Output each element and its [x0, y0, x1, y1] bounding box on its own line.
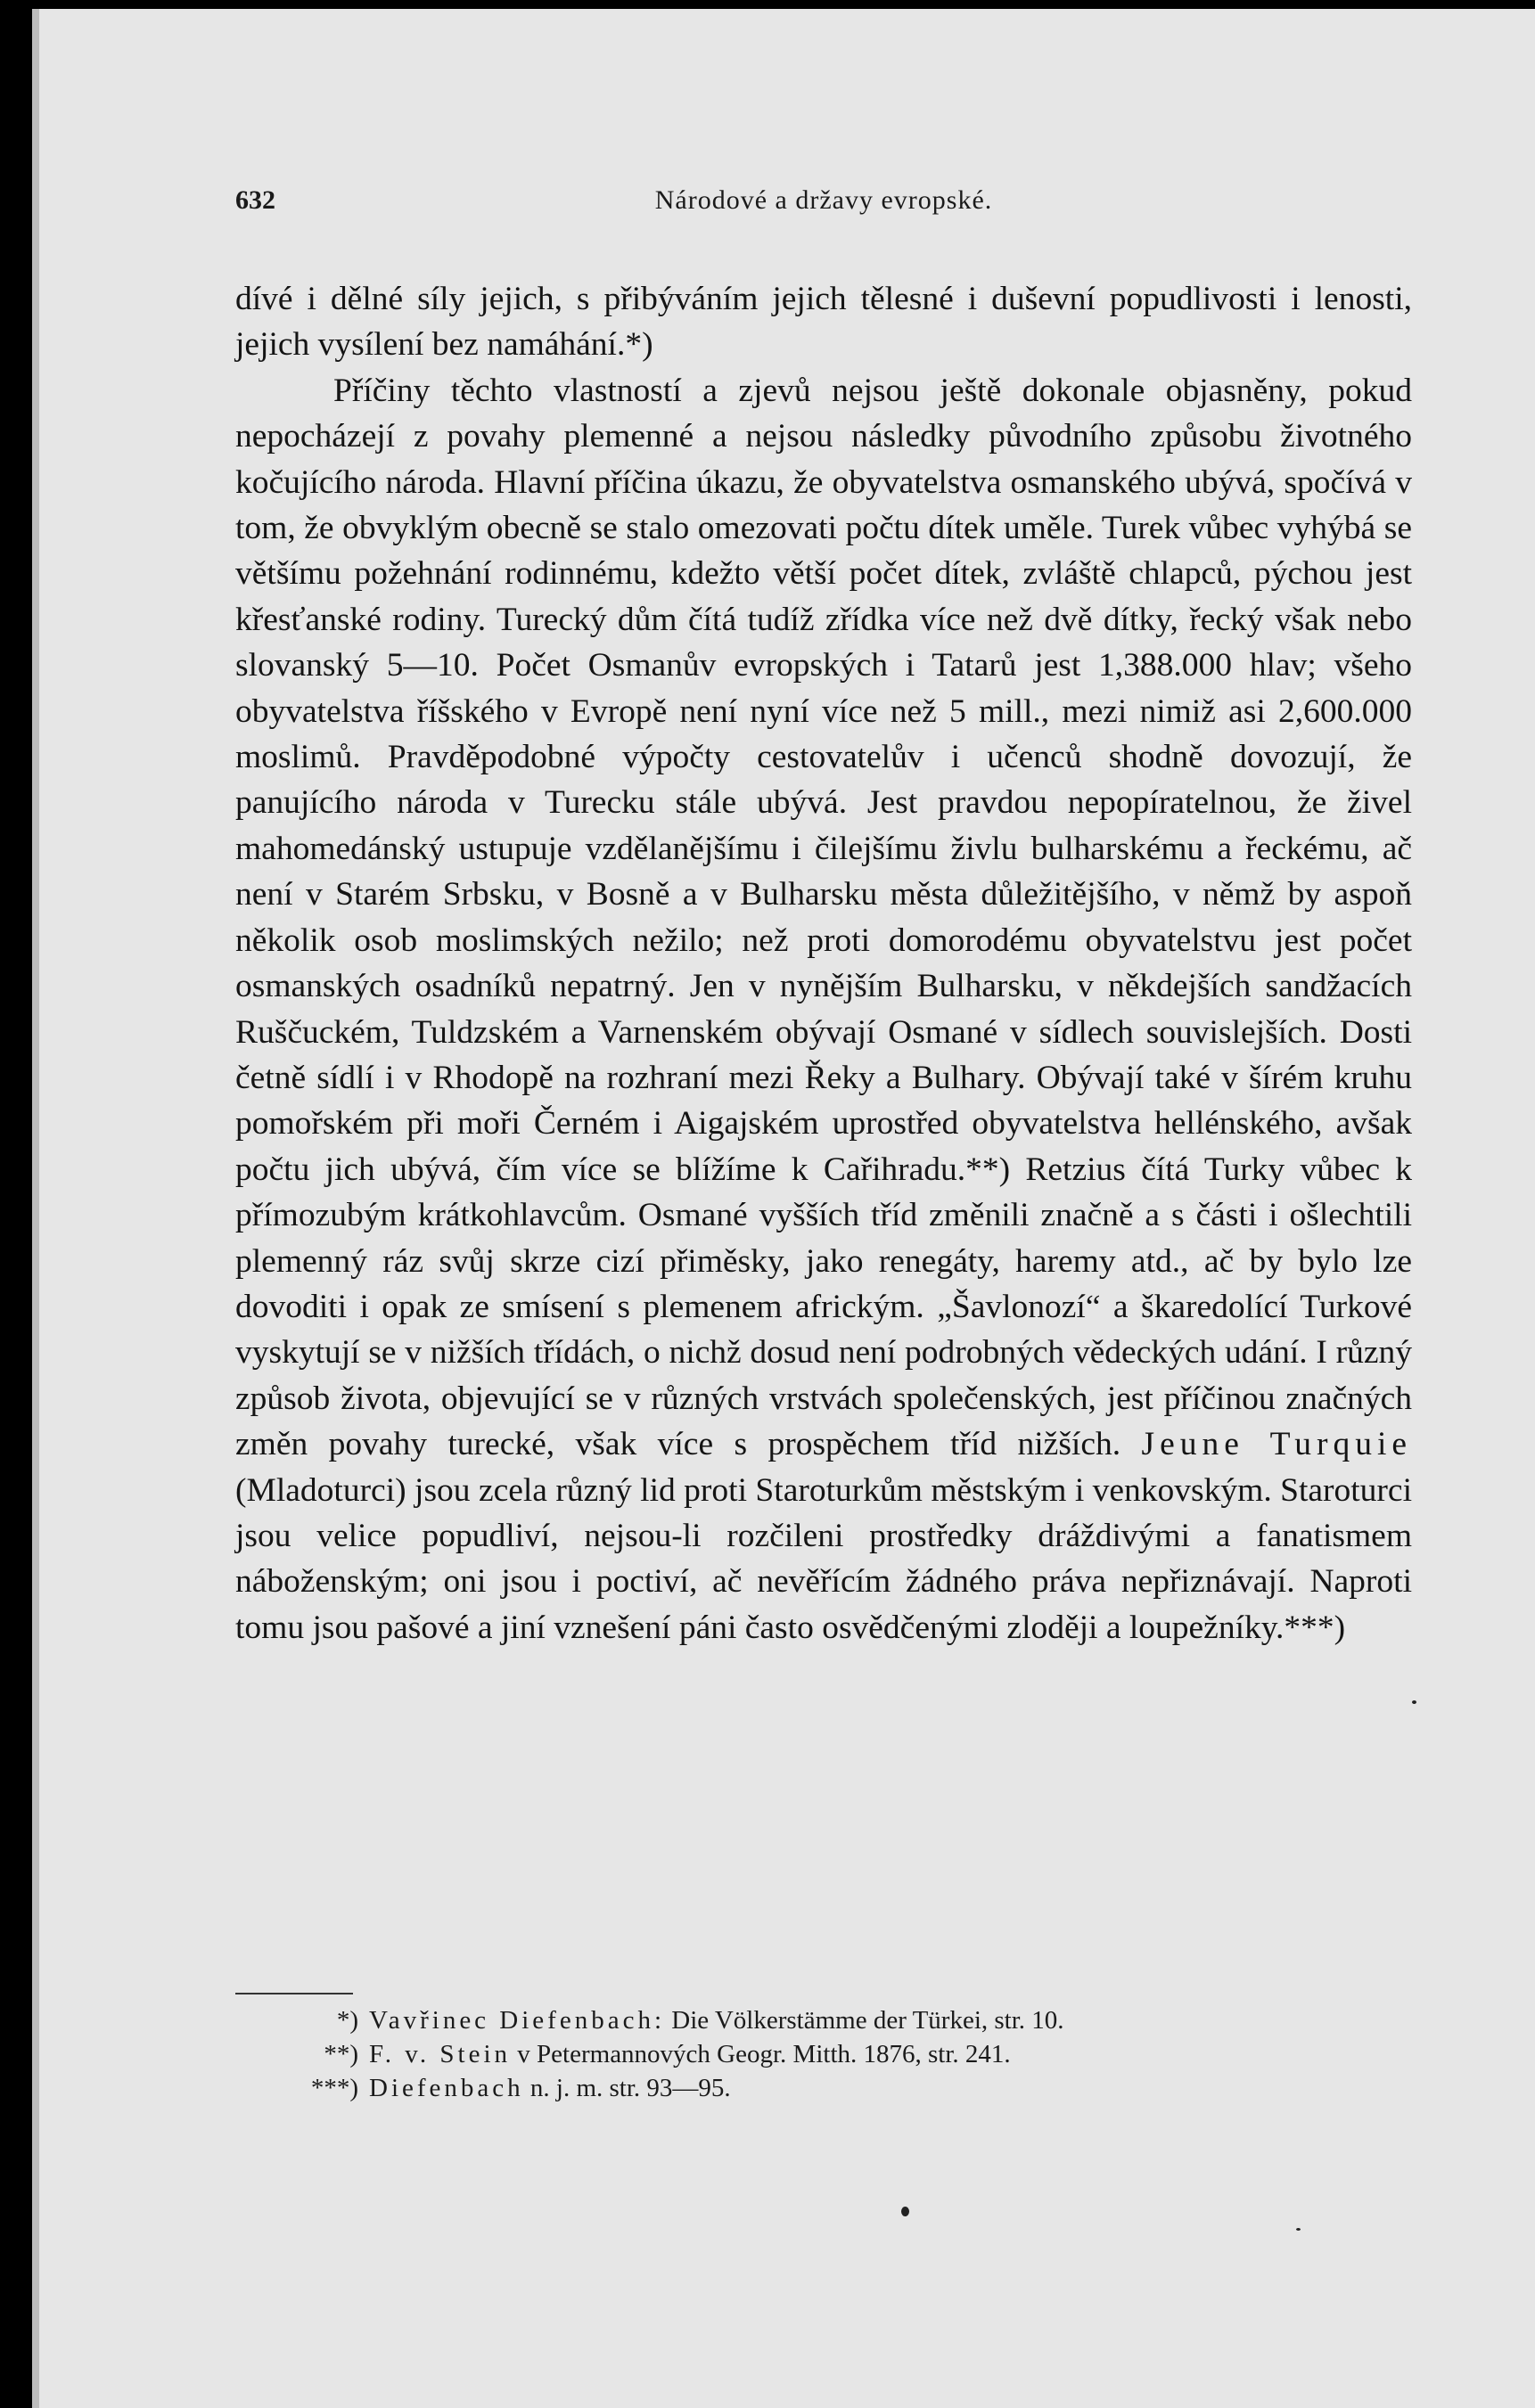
footnote — [235, 2071, 1412, 2105]
footnote-text: Die Völkerstämme der Türkei, str. 10. — [671, 2006, 1064, 2035]
paragraph-1: dívé i dělné síly jejich, s přibýváním jejich tělesné i duševní popudlivosti i lenosti, jejich vysílení bez namáhání.*) — [235, 281, 1412, 364]
paragraph-2-part-a: Příčiny těchto vlastností a zjevů nejsou ještě dokonale objasněny, pokud nepocházejí z povahy plemenné a nejsou následky původního způsobu životného kočujícího národa. Hlavní příčina úkazu, že obyvatelstva osmanského ubývá, spočívá v tom, že obvyklým obecně se stalo omezovati počtu dítek uměle. Turek vůbec vyhýbá se většímu požehnání rodinnému, kdežto větší počet dítek, zvláště chlapců, pýchou jest křesťanské rodiny. Turecký dům čítá tudíž zřídka více než dvě dítky, řecký však nebo slovanský 5—10. Počet Osmanův evropských i Tatarů jest 1,388.000 hlav; všeho obyvatelstva říšského v Evropě není nyní více než 5 mill., mezi nimiž asi 2,600.000 moslimů. Pravděpodobné výpočty cestovatelův i učenců shodně dovozují, že panujícího národa v Turecku stále ubývá. Jest pravdou nepopíratelnou, že živel mahomedánský ustupuje vzdělanějšímu i čilejšímu živlu bulharskému a řeckému, ač není v Starém Srbsku, v Bosně a v Bulharsku města důležitějšího, v němž by aspoň několik osob moslimských nežilo; než proti domorodému obyvatelstvu jest počet osmanských osadníků nepatrný. Jen v nynějším Bulharsku, v někdejších sandžacích Ruščuckém, Tuldzském a Varnenském obývají Osmané v sídlech souvislejších. Dosti četně sídlí i v Rhodopě na rozhraní mezi Řeky a Bulhary. Obývají také v šírém kruhu pomořském při moři Černém i Aigajském uprostřed obyvatelstva hellénského, avšak počtu jich ubývá, čím více se blížíme k Cařihradu.**) Retzius čítá Turky vůbec k přímozubým krátkohlavcům. Osmané vyšších tříd změnili značně a s části i ošlechtili plemenný ráz svůj skrze cizí přiměsky, jako renegáty, haremy atd., ač by bylo lze dovoditi i opak ze smísení s plemenem africkým. „Šavlonozí“ a škaredolící Turkové vyskytují se v nižších třídách, o nichž dosud není podrobných vědeckých udání. I různý způsob života, objevující se v různých vrstvách společenských, jest příčinou značných změn povahy turecké, však více s prospěchem tříd nižších. — [235, 372, 1412, 1463]
paragraph-2 — [235, 368, 1412, 1650]
footnote-divider — [235, 1993, 353, 1994]
footnote-mark: ***) — [310, 2074, 358, 2102]
print-speck — [1296, 2228, 1301, 2231]
footnote-author: Vavřinec Diefenbach: — [369, 2006, 666, 2035]
print-speck — [901, 2207, 909, 2216]
print-speck — [1412, 1700, 1416, 1704]
spaced-term: Jeune Turquie — [1141, 1426, 1413, 1463]
scan-edge — [32, 9, 39, 2408]
footnote — [235, 2003, 1412, 2037]
body-text — [235, 276, 1412, 1650]
page — [32, 9, 1535, 2408]
paragraph-2-part-b: (Mladoturci) jsou zcela různý lid proti Staroturkům městským i venkovským. Staroturci jsou velice popudliví, nejsou-li rozčileni prostředky dráždivými a fanatismem náboženským; oni jsou i poctiví, ač nevěřícím žádného práva nepřiznávají. Naproti tomu jsou pašové a jiní vznešení páni často osvědčenými zloději a loupežníky.***) — [235, 1471, 1412, 1646]
page-header — [235, 185, 1412, 230]
footnote-mark: **) — [324, 2040, 358, 2068]
footnote-text: n. j. m. str. 93—95. — [529, 2074, 731, 2102]
footnote-text: v Petermannových Geogr. Mitth. 1876, str. 241. — [517, 2040, 1011, 2068]
footnote-author: Diefenbach — [369, 2074, 524, 2102]
footnote — [235, 2037, 1412, 2071]
footnote-author: F. v. Stein — [369, 2040, 512, 2068]
running-title: Národové a državy evropské. — [654, 185, 993, 215]
page-number: 632 — [235, 185, 275, 215]
footnotes — [235, 2003, 1412, 2105]
footnote-mark: *) — [336, 2006, 358, 2035]
